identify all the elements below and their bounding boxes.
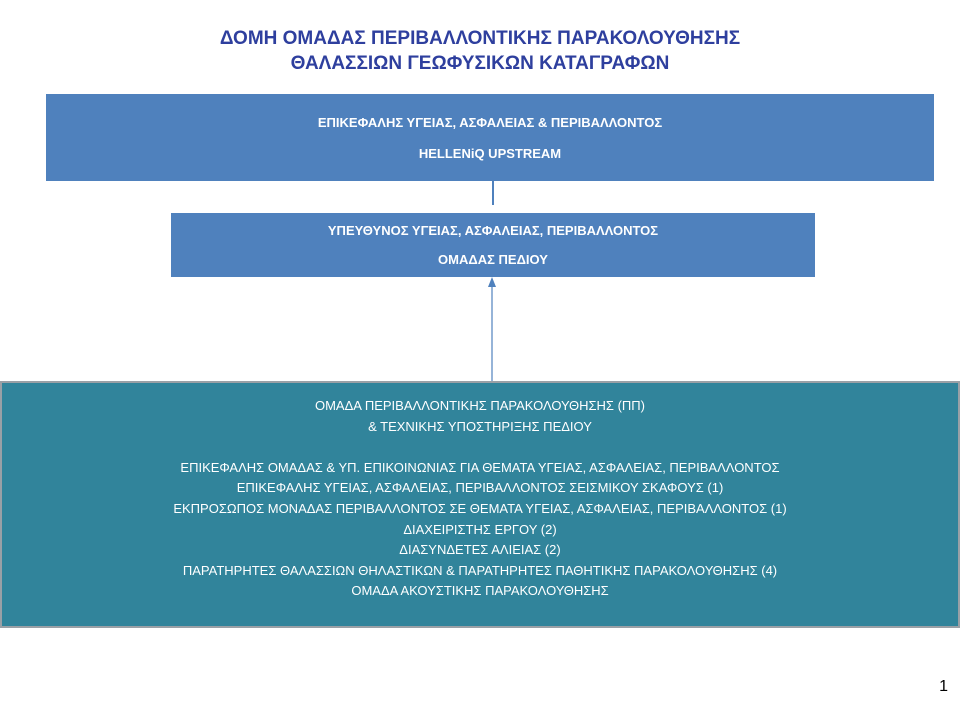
field-hse-manager-title: ΥΠΕΥΘΥΝΟΣ ΥΓΕΙΑΣ, ΑΣΦΑΛΕΙΑΣ, ΠΕΡΙΒΑΛΛΟΝΤΟΣ bbox=[327, 223, 659, 238]
diagram-title bbox=[0, 26, 960, 76]
team-heading-line-2: & ΤΕΧΝΙΚΗΣ ΥΠΟΣΤΗΡΙΞΗΣ ΠΕΔΙΟΥ bbox=[368, 418, 592, 434]
page-number: 1 bbox=[939, 678, 948, 695]
field-hse-manager-box bbox=[171, 213, 815, 277]
field-hse-manager-team: ΟΜΑΔΑΣ ΠΕΔΙΟΥ bbox=[438, 252, 548, 267]
title-line-1: ΔΟΜΗ ΟΜΑΔΑΣ ΠΕΡΙΒΑΛΛΟΝΤΙΚΗΣ ΠΑΡΑΚΟΛΟΥΘΗΣΗΣ bbox=[219, 28, 741, 49]
team-member-item: ΕΚΠΡΟΣΩΠΟΣ ΜΟΝΑΔΑΣ ΠΕΡΙΒΑΛΛΟΝΤΟΣ ΣΕ ΘΕΜΑΤΑ ΥΓΕΙΑΣ, ΑΣΦΑΛΕΙΑΣ, ΠΕΡΙΒΑΛΛΟΝΤΟΣ (1) bbox=[173, 500, 787, 516]
team-member-item: ΠΑΡΑΤΗΡΗΤΕΣ ΘΑΛΑΣΣΙΩΝ ΘΗΛΑΣΤΙΚΩΝ & ΠΑΡΑΤΗΡΗΤΕΣ ΠΑΘΗΤΙΚΗΣ ΠΑΡΑΚΟΛΟΥΘΗΣΗΣ (4) bbox=[182, 562, 778, 578]
title-line-2: ΘΑΛΑΣΣΙΩΝ ΓΕΩΦΥΣΙΚΩΝ ΚΑΤΑΓΡΑΦΩΝ bbox=[290, 53, 670, 74]
team-member-item: ΕΠΙΚΕΦΑΛΗΣ ΥΓΕΙΑΣ, ΑΣΦΑΛΕΙΑΣ, ΠΕΡΙΒΑΛΛΟΝΤΟΣ ΣΕΙΣΜΙΚΟΥ ΣΚΑΦΟΥΣ (1) bbox=[236, 480, 724, 496]
monitoring-team-box bbox=[0, 381, 960, 628]
head-hse-box bbox=[46, 94, 934, 181]
team-member-item: ΕΠΙΚΕΦΑΛΗΣ ΟΜΑΔΑΣ & ΥΠ. ΕΠΙΚΟΙΝΩΝΙΑΣ ΓΙΑ ΘΕΜΑΤΑ ΥΓΕΙΑΣ, ΑΣΦΑΛΕΙΑΣ, ΠΕΡΙΒΑΛΛΟΝΤΟΣ bbox=[180, 459, 780, 475]
team-member-item: ΔΙΑΧΕΙΡΙΣΤΗΣ ΕΡΓΟΥ (2) bbox=[403, 521, 557, 537]
team-member-item: ΔΙΑΣΥΝΔΕΤΕΣ ΑΛΙΕΙΑΣ (2) bbox=[399, 542, 561, 558]
head-hse-company: HELLENiQ UPSTREAM bbox=[418, 146, 562, 161]
reporting-arrow bbox=[480, 277, 504, 381]
top-connector-line bbox=[492, 181, 494, 205]
head-hse-title: ΕΠΙΚΕΦΑΛΗΣ ΥΓΕΙΑΣ, ΑΣΦΑΛΕΙΑΣ & ΠΕΡΙΒΑΛΛΟΝΤΟΣ bbox=[317, 115, 663, 130]
team-member-item: ΟΜΑΔΑ ΑΚΟΥΣΤΙΚΗΣ ΠΑΡΑΚΟΛΟΥΘΗΣΗΣ bbox=[351, 583, 609, 599]
team-heading-line-1: ΟΜΑΔΑ ΠΕΡΙΒΑΛΛΟΝΤΙΚΗΣ ΠΑΡΑΚΟΛΟΥΘΗΣΗΣ (ΠΠ) bbox=[314, 398, 646, 413]
